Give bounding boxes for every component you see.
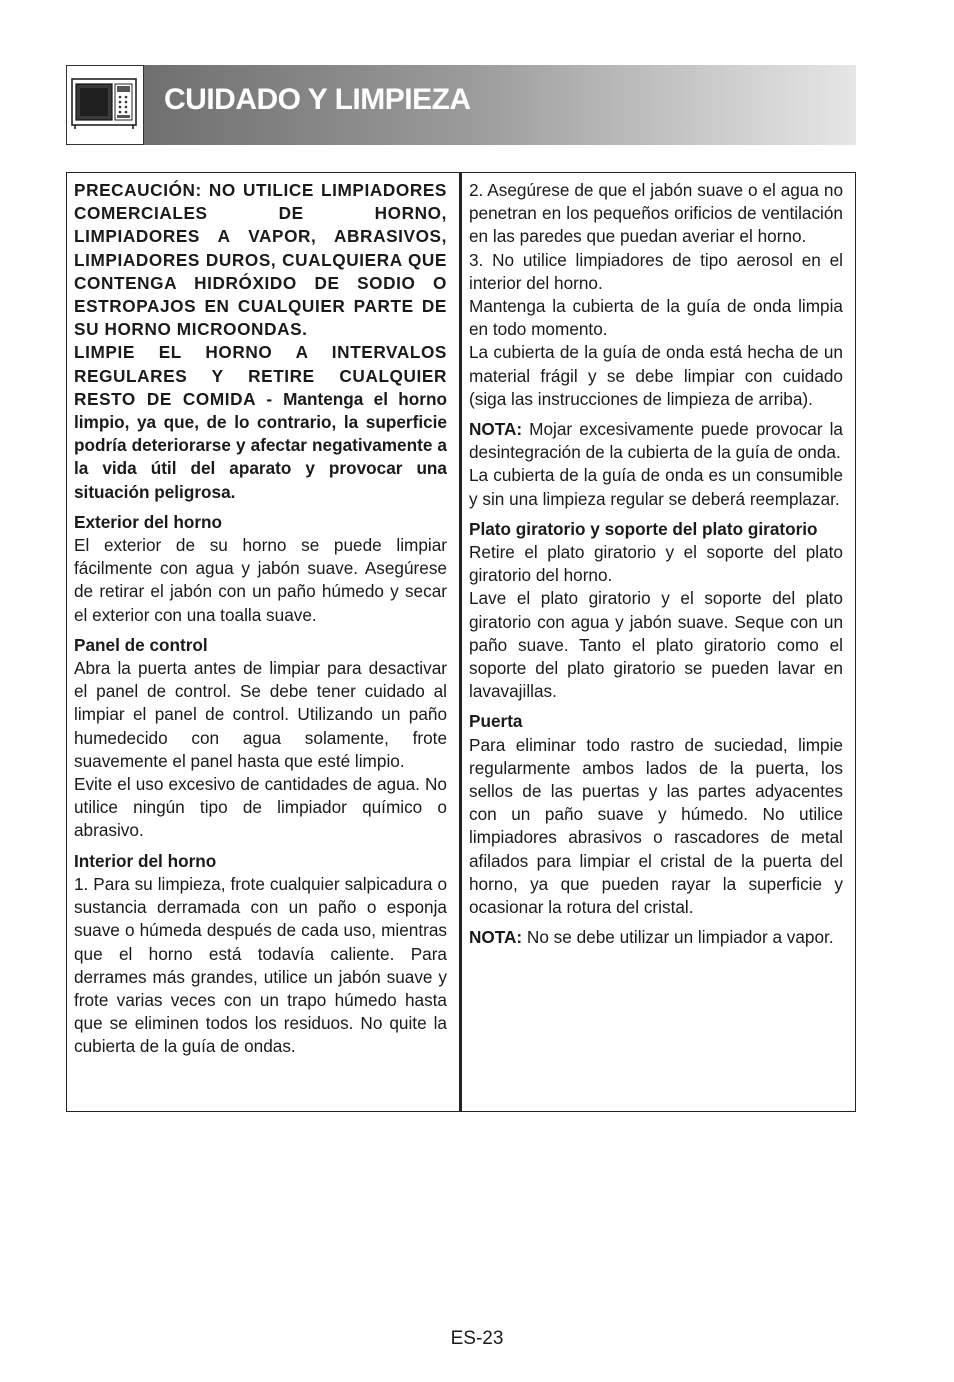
- header-bar: [144, 65, 856, 145]
- control-text-1: Abra la puerta antes de limpiar para desactivar el panel de control. Se debe tener cuidado al limpiar el panel de control. Utilizando un paño humedecido con agua solamente, frote suavemente el panel hasta que esté limpio.: [74, 658, 447, 771]
- waveguide-text-1: Mantenga la cubierta de la guía de onda limpia en todo momento.: [469, 296, 843, 340]
- waveguide-text-2: La cubierta de la guía de onda está hecha de un material frágil y se debe limpiar con cuidado (siga las instrucciones de limpieza de arriba).: [469, 342, 843, 409]
- control-heading: Panel de control: [74, 634, 208, 655]
- note-1: [469, 418, 843, 464]
- exterior-heading: Exterior del horno: [74, 511, 223, 532]
- note-2-label: NOTA:: [469, 927, 523, 948]
- turntable-text-2: Lave el plato giratorio y el soporte del plato giratorio con agua y jabón suave. Seque con un paño suave. Tanto el plato giratorio como el soporte del plato giratorio se pueden lavar en lavavajillas.: [469, 588, 843, 702]
- interior-heading: Interior del horno: [74, 850, 217, 871]
- note-1-text: Mojar excesivamente puede provocar la desintegración de la cubierta de la guía de onda.: [469, 419, 843, 463]
- door-heading: Puerta: [469, 711, 523, 732]
- page-title: CUIDADO Y LIMPIEZA: [164, 83, 471, 116]
- microwave-icon: [66, 65, 144, 145]
- column-divider: [459, 173, 462, 1111]
- note-2-text: No se debe utilizar un limpiador a vapor.: [522, 927, 834, 948]
- caution-text: PRECAUCIÓN: NO UTILICE LIMPIADORES COMERCIALES DE HORNO, LIMPIADORES A VAPOR, ABRASIVOS, LIMPIADORES DUROS, CUALQUIERA QUE CONTENGA HIDRÓXIDO DE SODIO O ESTROPAJOS EN CUALQUIER PARTE DE SU HORNO MICROONDAS.: [74, 180, 447, 340]
- right-column: [469, 179, 843, 950]
- left-column: [74, 179, 447, 1059]
- control-text-2: Evite el uso excesivo de cantidades de agua. No utilice ningún tipo de limpiador químico o abrasivo.: [74, 774, 447, 841]
- note-1-text-2: La cubierta de la guía de onda es un consumible y sin una limpieza regular se deberá reemplazar.: [469, 465, 843, 509]
- note-1-label: NOTA:: [469, 419, 523, 440]
- item-2-text: 2. Asegúrese de que el jabón suave o el agua no penetran en los pequeños orificios de ventilación en las paredes que puedan averiar el horno.: [469, 180, 843, 247]
- exterior-text: El exterior de su horno se puede limpiar fácilmente con agua y jabón suave. Asegúrese de retirar el jabón con un paño húmedo y secar el exterior con una toalla suave.: [74, 535, 447, 625]
- clean-paragraph: [74, 341, 447, 503]
- turntable-text-1: Retire el plato giratorio y el soporte del plato giratorio del horno.: [469, 542, 843, 586]
- clean-bold-text: Mantenga el horno limpio, ya que, de lo contrario, la superficie podría deteriorarse y afectar negativamente a la vida útil del aparato y provocar una situación peligrosa.: [74, 388, 447, 502]
- page-number: ES-23: [450, 1328, 504, 1349]
- content-box: [66, 172, 856, 1112]
- turntable-heading: Plato giratorio y soporte del plato giratorio: [469, 518, 818, 539]
- section-header: [66, 65, 856, 145]
- door-text: Para eliminar todo rastro de suciedad, limpie regularmente ambos lados de la puerta, los sellos de las puertas y las partes adyacentes con un paño suave y húmedo. No utilice limpiadores abrasivos o rascadores de metal afilados para limpiar el cristal de la puerta del horno, ya que pueden rayar la superficie y ocasionar la rotura del cristal.: [469, 734, 843, 918]
- interior-text: 1. Para su limpieza, frote cualquier salpicadura o sustancia derramada con un paño o esponja suave o húmeda después de cada uso, mientras que el horno está todavía caliente. Para derrames más grandes, utilice un jabón suave y frote varias veces con un trapo húmedo hasta que se eliminen todos los residuos. No quite la cubierta de la guía de ondas.: [74, 873, 447, 1057]
- item-3-text: 3. No utilice limpiadores de tipo aerosol en el interior del horno.: [469, 249, 843, 293]
- note-2: [469, 926, 843, 949]
- clean-caps-text: LIMPIE EL HORNO A INTERVALOS REGULARES Y RETIRE CUALQUIER RESTO DE COMIDA -: [74, 342, 447, 409]
